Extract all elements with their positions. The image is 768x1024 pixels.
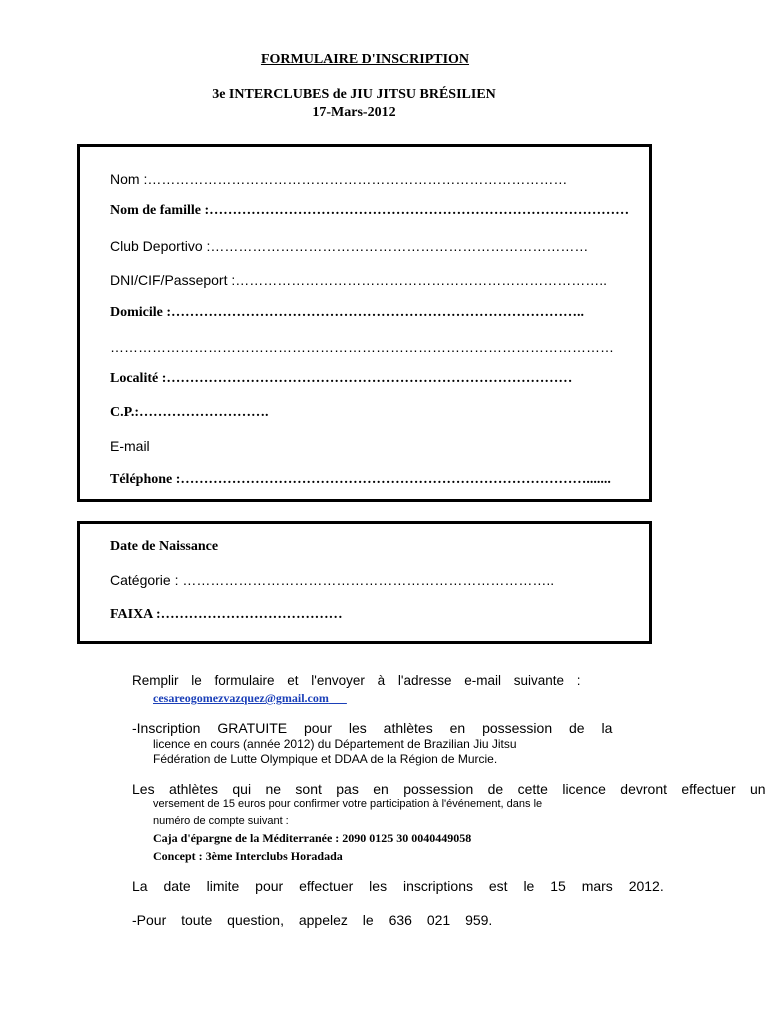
field-nom-de-famille[interactable]: Nom de famille :………………………………………………………………………………	[110, 203, 630, 218]
bank-account: Caja d'épargne de la Méditerranée : 2090 0125 30 0040449058	[153, 831, 472, 845]
instructions-send-form	[132, 673, 610, 688]
field-telephone[interactable]: Téléphone :…………………………………………………………………………….......	[110, 472, 611, 487]
email-link-wrapper	[153, 689, 347, 707]
event-name: 3e INTERCLUBES de JIU JITSU BRÉSILIEN	[212, 87, 496, 102]
form-title	[0, 52, 730, 68]
event-header	[0, 86, 708, 122]
form-title-text: FORMULAIRE D'INSCRIPTION	[260, 52, 470, 67]
field-date-naissance[interactable]: Date de Naissance	[110, 539, 219, 554]
instructions-send-text: Remplir le formulaire et l'envoyer à l'adresse e-mail suivante :	[132, 673, 581, 688]
event-date: 17-Mars-2012	[312, 105, 396, 120]
field-domicile-line2[interactable]: ………………………………………………………………………………………………	[110, 339, 614, 355]
field-categorie[interactable]: Catégorie : ……………………………………………………………………..	[110, 572, 555, 588]
free-registration-line1: -Inscription GRATUITE pour les athlètes en possession de la	[132, 720, 613, 736]
fee-line3: numéro de compte suivant :	[153, 815, 289, 827]
field-domicile[interactable]: Domicile :……………………………………………………………………………..	[110, 305, 585, 320]
free-registration-line3: Fédération de Lutte Olympique et DDAA de la Région de Murcie.	[153, 752, 498, 766]
field-code-postal[interactable]: C.P.:……………………….	[110, 405, 269, 420]
link-underline-tail	[329, 691, 347, 705]
field-nom[interactable]: Nom :………………………………………………………………………………	[110, 171, 568, 187]
deadline-text: La date limite pour effectuer les inscriptions est le 15 mars 2012.	[132, 878, 664, 894]
field-faixa[interactable]: FAIXA :…………………………………	[110, 607, 343, 622]
personal-info-box	[77, 144, 652, 502]
field-email[interactable]: E-mail	[110, 438, 150, 454]
contact-phone-text: -Pour toute question, appelez le 636 021 959.	[132, 912, 493, 928]
fee-line2: versement de 15 euros pour confirmer votre participation à l'événement, dans le	[153, 798, 543, 810]
free-registration-line2: licence en cours (année 2012) du Département de Brazilian Jiu Jitsu	[153, 737, 517, 751]
field-localite[interactable]: Localité :……………………………………………………………………………	[110, 371, 573, 386]
fee-line1: Les athlètes qui ne sont pas en possession de cette licence devront effectuer un	[132, 781, 766, 797]
payment-concept: Concept : 3ème Interclubs Horadada	[153, 849, 343, 863]
contact-email-link[interactable]: cesareogomezvazquez@gmail.com	[153, 691, 329, 705]
field-club-deportivo[interactable]: Club Deportivo :………………………………………………………………………	[110, 238, 589, 254]
field-dni-passeport[interactable]: DNI/CIF/Passeport :……………………………………………………………………..	[110, 272, 608, 288]
